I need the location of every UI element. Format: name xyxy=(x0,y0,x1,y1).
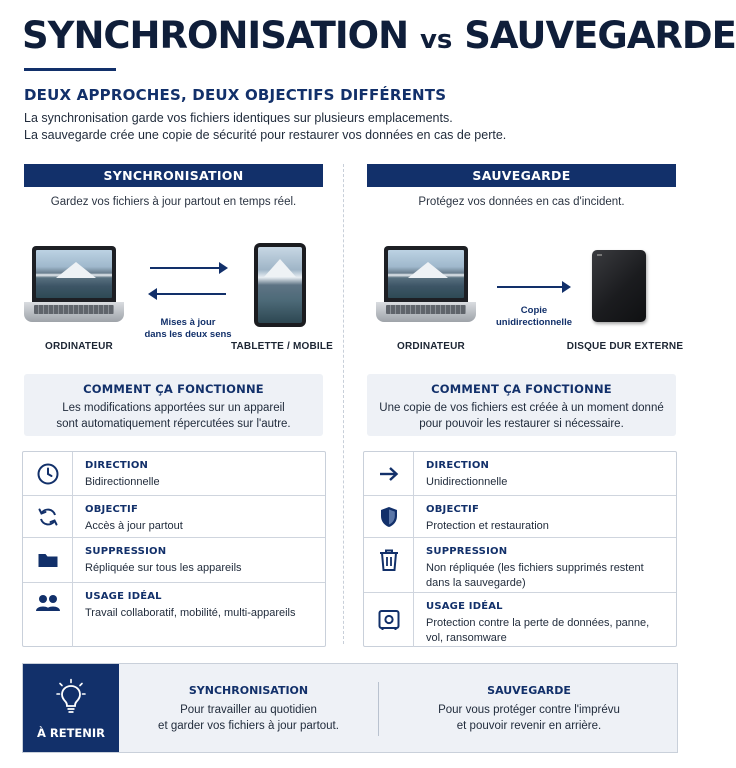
trash-icon xyxy=(364,538,414,592)
laptop-image xyxy=(24,246,124,326)
sync-how-line-1: Les modifications apportées sur un appareil xyxy=(62,402,285,414)
summary-sync-title: SYNCHRONISATION xyxy=(188,684,309,697)
laptop-image xyxy=(376,246,476,326)
page-title xyxy=(22,14,736,60)
backup-arrow-caption-line-1: Copie xyxy=(520,305,548,316)
backup-device-right-label: DISQUE DUR EXTERNE xyxy=(566,341,684,352)
table-row xyxy=(23,537,325,582)
sync-arrow-caption-line-2: dans les deux sens xyxy=(144,329,232,340)
feature-value: Unidirectionnelle xyxy=(426,476,508,488)
summary-backup-title: SAUVEGARDE xyxy=(487,684,571,697)
backup-how-text xyxy=(367,400,676,432)
tablet-image xyxy=(254,243,306,327)
lightbulb-icon xyxy=(56,678,86,718)
backup-arrow-caption xyxy=(484,305,584,329)
backup-header: SAUVEGARDE xyxy=(367,164,676,187)
table-row xyxy=(364,495,676,537)
table-row xyxy=(23,452,325,495)
feature-value: Protection contre la perte de données, panne, vol, ransomware xyxy=(426,617,650,644)
arrow-right-icon xyxy=(150,267,226,269)
feature-label: USAGE IDÉAL xyxy=(85,591,162,602)
summary-sync-text xyxy=(119,702,378,734)
feature-value: Travail collaboratif, mobilité, multi-appareils xyxy=(85,607,296,619)
summary-backup-line-2: et pouvoir revenir en arrière. xyxy=(456,720,602,732)
summary-sync-line-1: Pour travailler au quotidien xyxy=(180,704,317,716)
sync-how-line-2: sont automatiquement répercutées sur l'autre. xyxy=(56,418,291,430)
sync-arrow-caption-line-1: Mises à jour xyxy=(160,317,216,328)
backup-feature-table xyxy=(363,451,677,647)
sync-how-box xyxy=(24,374,323,436)
users-icon xyxy=(23,583,73,647)
sync-header: SYNCHRONISATION xyxy=(24,164,323,187)
sync-feature-table xyxy=(22,451,326,647)
arrow-right-icon xyxy=(497,286,569,288)
table-row xyxy=(364,592,676,647)
backup-how-box xyxy=(367,374,676,436)
sync-arrow-caption xyxy=(140,317,236,341)
feature-value: Bidirectionnelle xyxy=(85,476,160,488)
external-drive-image xyxy=(592,250,646,322)
summary-label: À RETENIR xyxy=(36,726,106,740)
feature-value: Non répliquée (les fichiers supprimés restent dans la sauvegarde) xyxy=(426,562,644,589)
safe-icon xyxy=(364,593,414,647)
arrow-left-icon xyxy=(150,293,226,295)
feature-label: OBJECTIF xyxy=(85,504,138,515)
backup-how-line-2: pour pouvoir les restaurer si nécessaire. xyxy=(419,418,624,430)
feature-value: Répliquée sur tous les appareils xyxy=(85,562,242,574)
table-row xyxy=(23,582,325,647)
intro-text xyxy=(24,110,506,144)
feature-label: USAGE IDÉAL xyxy=(426,601,503,612)
feature-value: Protection et restauration xyxy=(426,520,549,532)
title-vs: vs xyxy=(419,25,453,55)
feature-label: SUPPRESSION xyxy=(426,546,508,557)
summary-label-block xyxy=(23,664,119,752)
table-row xyxy=(364,537,676,592)
backup-how-line-1: Une copie de vos fichiers est créée à un moment donné xyxy=(379,402,664,414)
arrow-right-icon xyxy=(364,452,414,495)
feature-label: DIRECTION xyxy=(85,460,149,471)
shield-icon xyxy=(364,496,414,537)
summary-sync xyxy=(119,664,378,752)
summary-panel xyxy=(22,663,678,753)
feature-label: OBJECTIF xyxy=(426,504,479,515)
summary-sync-line-2: et garder vos fichiers à jour partout. xyxy=(158,720,339,732)
sync-how-title: COMMENT ÇA FONCTIONNE xyxy=(83,382,264,396)
summary-backup xyxy=(379,664,679,752)
folder-icon xyxy=(23,538,73,582)
feature-value: Accès à jour partout xyxy=(85,520,183,532)
column-divider xyxy=(343,164,344,644)
sync-description: Gardez vos fichiers à jour partout en temps réel. xyxy=(50,196,297,208)
intro-line-2: La sauvegarde crée une copie de sécurité pour restaurer vos données en cas de perte. xyxy=(24,128,507,142)
sync-device-left-label: ORDINATEUR xyxy=(45,341,113,352)
title-right: SAUVEGARDE xyxy=(464,14,736,57)
intro-line-1: La synchronisation garde vos fichiers identiques sur plusieurs emplacements. xyxy=(24,111,453,125)
feature-label: SUPPRESSION xyxy=(85,546,167,557)
title-underline xyxy=(24,68,116,71)
backup-device-left-label: ORDINATEUR xyxy=(397,341,465,352)
sync-how-text xyxy=(24,400,323,432)
backup-description: Protégez vos données en cas d'incident. xyxy=(418,196,625,208)
backup-how-title: COMMENT ÇA FONCTIONNE xyxy=(431,382,612,396)
summary-backup-text xyxy=(379,702,679,734)
clock-icon xyxy=(23,452,73,495)
table-row xyxy=(364,452,676,495)
title-left: SYNCHRONISATION xyxy=(22,14,409,57)
table-row xyxy=(23,495,325,537)
sync-device-right-label: TABLETTE / MOBILE xyxy=(230,341,334,352)
summary-backup-line-1: Pour vous protéger contre l'imprévu xyxy=(438,704,620,716)
backup-arrow-caption-line-2: unidirectionnelle xyxy=(495,317,572,328)
subtitle: DEUX APPROCHES, DEUX OBJECTIFS DIFFÉRENTS xyxy=(24,86,447,104)
refresh-icon xyxy=(23,496,73,537)
feature-label: DIRECTION xyxy=(426,460,490,471)
